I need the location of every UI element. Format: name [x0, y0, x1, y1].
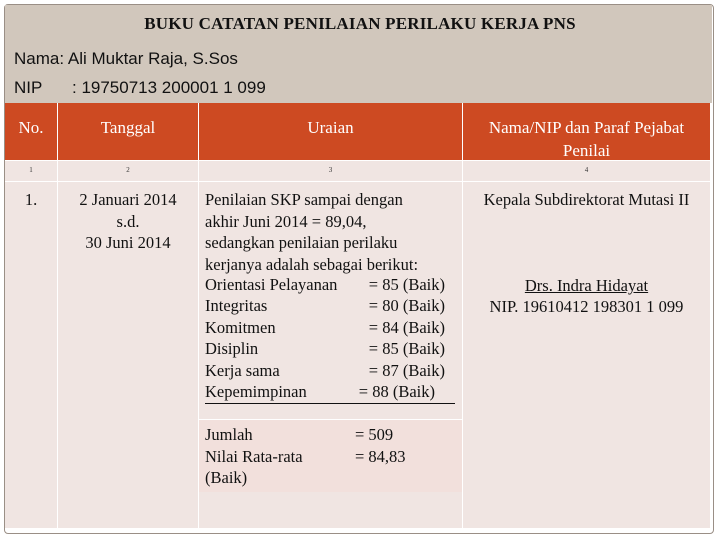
- score-row: [205, 275, 455, 296]
- score-aspect: Komitmen: [205, 318, 276, 337]
- nip-value: : 19750713 200001 1 099: [72, 78, 266, 97]
- score-row: [205, 318, 455, 339]
- official-name: Drs. Indra Hidayat: [524, 276, 649, 295]
- score-value: = 88 (Baik): [358, 382, 435, 401]
- description-line: akhir Juni 2014 = 89,04,: [205, 211, 367, 231]
- average-score: [205, 447, 406, 467]
- average-value: = 84,83: [355, 447, 406, 466]
- score-aspect: Disiplin: [205, 339, 259, 358]
- column-number: 4: [584, 166, 589, 174]
- nip-label: NIP: [14, 78, 43, 97]
- date-separator: s.d.: [116, 211, 140, 231]
- total-value: = 509: [355, 425, 394, 444]
- description-line: sedangkan penilaian perilaku: [205, 233, 398, 252]
- description: [205, 189, 460, 275]
- column-number: 1: [29, 166, 33, 174]
- official-position: Kepala Subdirektorat Mutasi II: [483, 190, 690, 209]
- official-nip: NIP. 19610412 198301 1 099: [489, 297, 684, 316]
- document-title: BUKU CATATAN PENILAIAN PERILAKU KERJA PNS: [144, 14, 576, 33]
- row-divider: [5, 160, 710, 161]
- average-label: Nilai Rata-rata: [205, 447, 303, 466]
- score-aspect: Orientasi Pelayanan: [205, 275, 338, 294]
- total-label: Jumlah: [205, 425, 253, 444]
- header-pejabat: Nama/NIP dan Paraf Pejabat Penilai: [463, 103, 710, 160]
- description-line: Penilaian SKP sampai dengan: [205, 190, 403, 209]
- score-value: = 80 (Baik): [368, 296, 445, 315]
- header-tanggal: Tanggal: [58, 103, 198, 160]
- date-range: [58, 189, 198, 254]
- score-value: = 84 (Baik): [368, 318, 445, 337]
- score-aspect: Kepemimpinan: [205, 382, 307, 401]
- employee-nip: [14, 78, 266, 98]
- score-row: [205, 296, 455, 317]
- score-value: = 85 (Baik): [368, 275, 445, 294]
- column-number: 2: [126, 166, 130, 174]
- column-number: 3: [328, 166, 333, 174]
- row-number: 1.: [24, 190, 38, 209]
- score-aspect: Kerja sama: [205, 361, 280, 380]
- score-aspect: Integritas: [205, 296, 268, 315]
- score-row: [205, 339, 455, 360]
- score-row: [205, 382, 455, 404]
- header-no: No.: [5, 103, 57, 160]
- date-end: 30 Juni 2014: [85, 233, 171, 252]
- score-value: = 85 (Baik): [368, 339, 445, 358]
- description-line: kerjanya adalah sebagai berikut:: [205, 254, 419, 274]
- score-value: = 87 (Baik): [368, 361, 445, 380]
- date-start: 2 Januari 2014: [79, 190, 177, 209]
- row-divider: [5, 181, 710, 182]
- employee-name: Nama: Ali Muktar Raja, S.Sos: [14, 49, 238, 68]
- score-row: [205, 361, 455, 382]
- header-uraian: Uraian: [199, 103, 462, 160]
- total-score: [205, 425, 394, 445]
- average-note: (Baik): [205, 468, 248, 487]
